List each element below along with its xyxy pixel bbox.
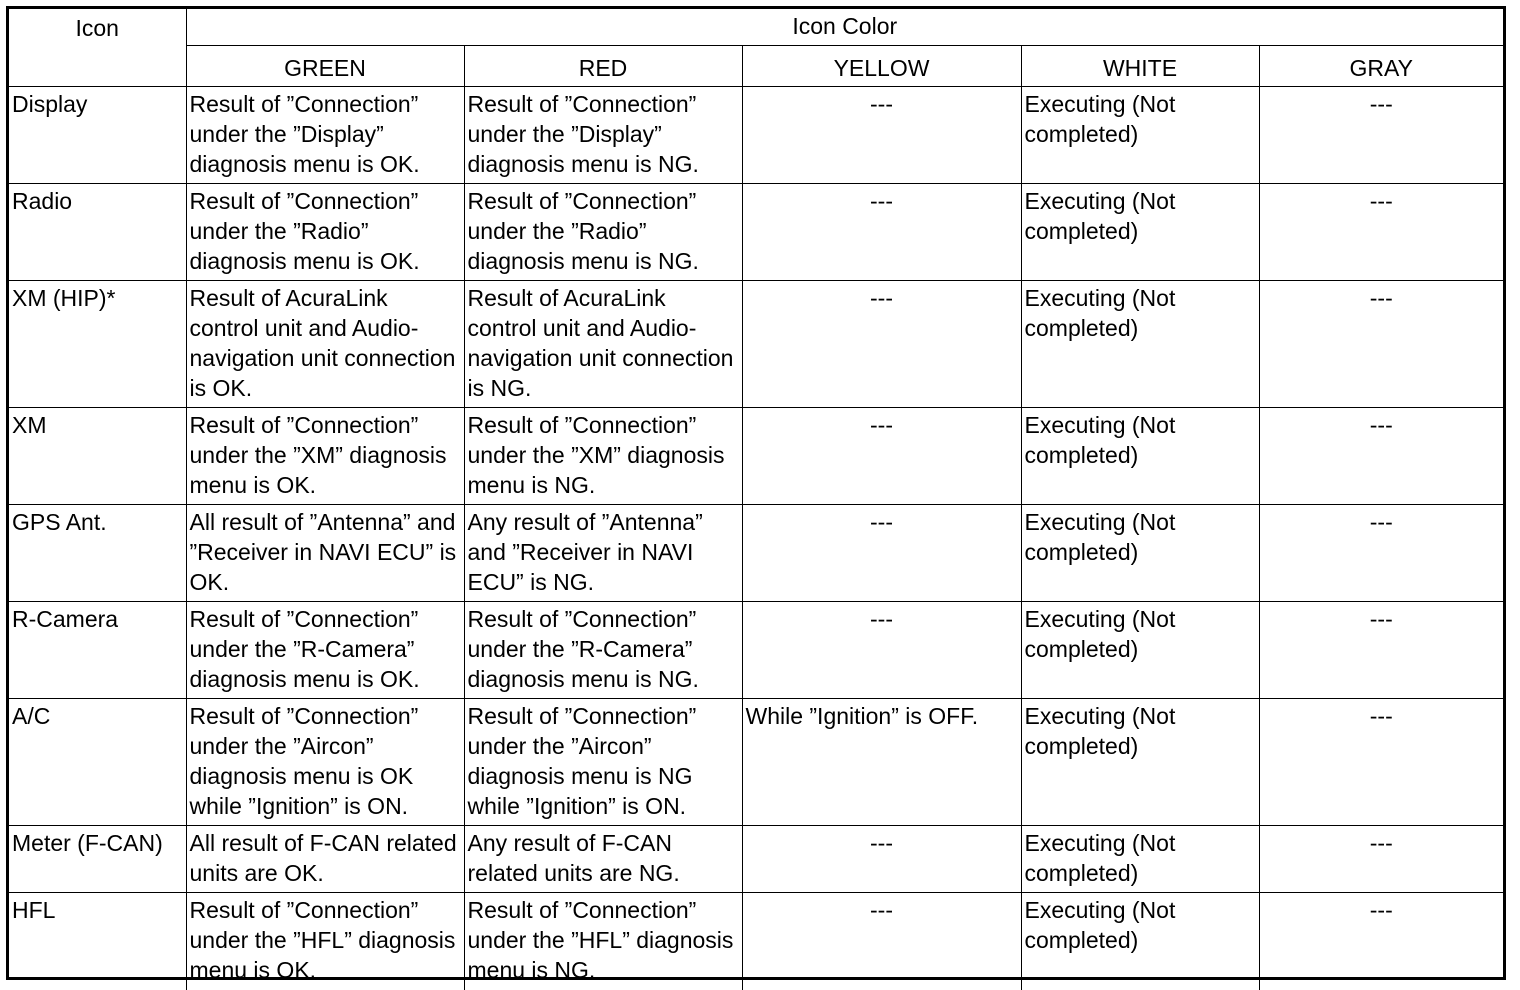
row-icon-name: XM xyxy=(9,408,186,505)
white-column-header: WHITE xyxy=(1021,46,1259,87)
green-cell: Result of ”Connection” under the ”Radio” diagnosis menu is OK. xyxy=(186,184,464,281)
gray-cell: --- xyxy=(1259,505,1503,602)
red-cell: Result of ”Connection” under the ”R-Camera” diagnosis menu is NG. xyxy=(464,602,742,699)
green-cell: Result of ”Connection” under the ”R-Camera” diagnosis menu is OK. xyxy=(186,602,464,699)
table-row xyxy=(9,184,1503,281)
gray-cell: --- xyxy=(1259,699,1503,826)
red-cell: Any result of ”Antenna” and ”Receiver in NAVI ECU” is NG. xyxy=(464,505,742,602)
table-row xyxy=(9,281,1503,408)
row-icon-name: GPS Ant. xyxy=(9,505,186,602)
red-cell: Result of ”Connection” under the ”Display” diagnosis menu is NG. xyxy=(464,87,742,184)
gray-cell: --- xyxy=(1259,602,1503,699)
row-icon-name: Meter (F-CAN) xyxy=(9,826,186,893)
row-icon-name: R-Camera xyxy=(9,602,186,699)
yellow-cell: --- xyxy=(742,281,1021,408)
white-cell: Executing (Not completed) xyxy=(1021,281,1259,408)
icon-color-table xyxy=(9,9,1503,990)
gray-column-header: GRAY xyxy=(1259,46,1503,87)
green-cell: All result of ”Antenna” and ”Receiver in NAVI ECU” is OK. xyxy=(186,505,464,602)
green-cell: Result of ”Connection” under the ”XM” diagnosis menu is OK. xyxy=(186,408,464,505)
yellow-cell: --- xyxy=(742,408,1021,505)
white-cell: Executing (Not completed) xyxy=(1021,893,1259,990)
white-cell: Executing (Not completed) xyxy=(1021,184,1259,281)
green-cell: Result of ”Connection” under the ”Display” diagnosis menu is OK. xyxy=(186,87,464,184)
white-cell: Executing (Not completed) xyxy=(1021,826,1259,893)
row-icon-name: Radio xyxy=(9,184,186,281)
yellow-cell: While ”Ignition” is OFF. xyxy=(742,699,1021,826)
table-row xyxy=(9,505,1503,602)
table-row xyxy=(9,699,1503,826)
green-cell: All result of F-CAN related units are OK. xyxy=(186,826,464,893)
white-cell: Executing (Not completed) xyxy=(1021,87,1259,184)
table-row xyxy=(9,87,1503,184)
yellow-cell: --- xyxy=(742,87,1021,184)
gray-cell: --- xyxy=(1259,281,1503,408)
table-row xyxy=(9,826,1503,893)
red-cell: Any result of F-CAN related units are NG. xyxy=(464,826,742,893)
icon-color-group-header: Icon Color xyxy=(186,9,1503,46)
red-cell: Result of ”Connection” under the ”Aircon” diagnosis menu is NG while ”Ignition” is ON. xyxy=(464,699,742,826)
row-icon-name: Display xyxy=(9,87,186,184)
gray-cell: --- xyxy=(1259,826,1503,893)
green-cell: Result of ”Connection” under the ”Aircon” diagnosis menu is OK while ”Ignition” is ON. xyxy=(186,699,464,826)
red-cell: Result of ”Connection” under the ”Radio” diagnosis menu is NG. xyxy=(464,184,742,281)
row-icon-name: HFL xyxy=(9,893,186,990)
red-cell: Result of AcuraLink control unit and Audio-navigation unit connection is NG. xyxy=(464,281,742,408)
white-cell: Executing (Not completed) xyxy=(1021,408,1259,505)
red-cell: Result of ”Connection” under the ”XM” diagnosis menu is NG. xyxy=(464,408,742,505)
green-cell: Result of AcuraLink control unit and Audio-navigation unit connection is OK. xyxy=(186,281,464,408)
yellow-cell: --- xyxy=(742,602,1021,699)
yellow-cell: --- xyxy=(742,826,1021,893)
row-icon-name: A/C xyxy=(9,699,186,826)
white-cell: Executing (Not completed) xyxy=(1021,602,1259,699)
table-row xyxy=(9,602,1503,699)
white-cell: Executing (Not completed) xyxy=(1021,505,1259,602)
row-icon-name: XM (HIP)* xyxy=(9,281,186,408)
icon-color-table-container xyxy=(6,6,1506,983)
gray-cell: --- xyxy=(1259,184,1503,281)
red-column-header: RED xyxy=(464,46,742,87)
white-cell: Executing (Not completed) xyxy=(1021,699,1259,826)
red-cell: Result of ”Connection” under the ”HFL” diagnosis menu is NG. xyxy=(464,893,742,990)
table-row xyxy=(9,408,1503,505)
yellow-column-header: YELLOW xyxy=(742,46,1021,87)
gray-cell: --- xyxy=(1259,408,1503,505)
yellow-cell: --- xyxy=(742,505,1021,602)
table-row xyxy=(9,893,1503,990)
gray-cell: --- xyxy=(1259,893,1503,990)
green-column-header: GREEN xyxy=(186,46,464,87)
yellow-cell: --- xyxy=(742,184,1021,281)
gray-cell: --- xyxy=(1259,87,1503,184)
green-cell: Result of ”Connection” under the ”HFL” diagnosis menu is OK. xyxy=(186,893,464,990)
yellow-cell: --- xyxy=(742,893,1021,990)
icon-column-header: Icon xyxy=(9,9,186,87)
